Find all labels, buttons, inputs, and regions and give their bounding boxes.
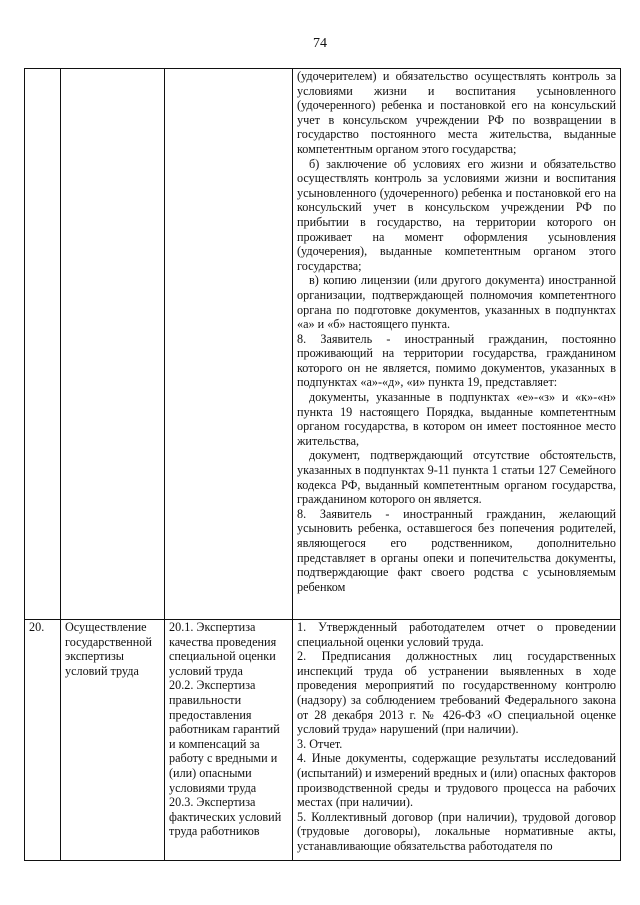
- services-table: [24, 68, 621, 861]
- document-paragraph: документ, подтверждающий отсутствие обстоятельств, указанных в подпунктах 9-11 пункта 1 статьи 127 Семейного кодекса РФ, выданный компетентным органом государства, гражданином которого он является.: [297, 448, 616, 507]
- document-paragraph: б) заключение об условиях его жизни и обязательство осуществлять контроль за условиями жизни и воспитания усыновленного (удочеренного) ребенка и постановкой его на консульский учет в консульском учреждении РФ по прибытии в государство, на территории которого он проживает на момент оформления усыновления (удочерения), выданные компетентным органом этого государства;: [297, 156, 616, 273]
- document-paragraph: 4. Иные документы, содержащие результаты исследований (испытаний) и измерений вредных и (или) опасных факторов производственной среды и трудового процесса на рабочих местах (при наличии).: [297, 751, 616, 810]
- document-paragraph: 1. Утвержденный работодателем отчет о проведении специальной оценки условий труда.: [297, 620, 616, 649]
- subservice-cell: [165, 69, 293, 620]
- row-number-cell: [25, 69, 61, 620]
- subservice-cell: [165, 620, 293, 861]
- document-paragraph: 8. Заявитель - иностранный гражданин, желающий усыновить ребенка, оставшегося без попечения родителей, являющегося его родственником, дополнительно представляет в органы опеки и попечительства документы, подтверждающие факт своего родства с усыновляемым ребенком: [297, 506, 616, 594]
- page-number: 74: [313, 36, 327, 51]
- document-paragraph: документы, указанные в подпунктах «е»-«з» и «к»-«н» пункта 19 настоящего Порядка, выданные компетентным органом государства, в котором он имеет постоянное место жительства,: [297, 390, 616, 448]
- document-paragraph: 3. Отчет.: [297, 736, 343, 751]
- subservice-item: 20.2. Экспертиза правильности предоставления работникам гарантий и компенсаций за работу с вредными и (или) опасными условиями труда: [169, 678, 280, 795]
- document-paragraph: в) копию лицензии (или другого документа) иностранной организации, подтверждающей полномочия компетентного органа по подготовке документов, указанных в подпунктах «а» и «б» настоящего пункта.: [297, 273, 616, 332]
- documents-cell: [293, 69, 621, 620]
- document-paragraph: 2. Предписания должностных лиц государственных инспекций труда об устранении выявленных в ходе проведения мероприятий по государственному контролю (надзору) за соблюдением требований Федерального закона от 28 декабря 2013 г. № 426-ФЗ «О специальной оценке условий труда» нарушений (при наличии).: [297, 649, 616, 737]
- subservice-item: 20.1. Экспертиза качества проведения специальной оценки условий труда: [169, 620, 277, 678]
- subservice-item: 20.3. Экспертиза фактических условий труда работников: [169, 795, 282, 839]
- document-paragraph: 8. Заявитель - иностранный гражданин, постоянно проживающий на территории государства, гражданином которого он не является, помимо документов, указанных в подпунктах «а»-«д», «и» пункта 19, представляет:: [297, 331, 616, 390]
- document-paragraph: (удочерителем) и обязательство осуществлять контроль за условиями жизни и воспитания усыновленного (удочеренного) ребенка и постановкой его на консульский учет в консульском учреждении РФ по возвращении в государство постоянного места жительства, выданные компетентным органом этого государства;: [297, 69, 616, 156]
- service-name-cell: [61, 620, 165, 861]
- service-name: Осуществление государственной экспертизы условий труда: [65, 620, 152, 678]
- document-paragraph: 5. Коллективный договор (при наличии), трудовой договор (трудовые договоры), локальные нормативные акты, устанавливающие обязательства работодателя по: [297, 809, 616, 853]
- service-name-cell: [61, 69, 165, 620]
- documents-cell: [293, 620, 621, 861]
- table-row: [25, 69, 621, 620]
- table-row: [25, 620, 621, 861]
- row-number-cell: 20.: [25, 620, 61, 861]
